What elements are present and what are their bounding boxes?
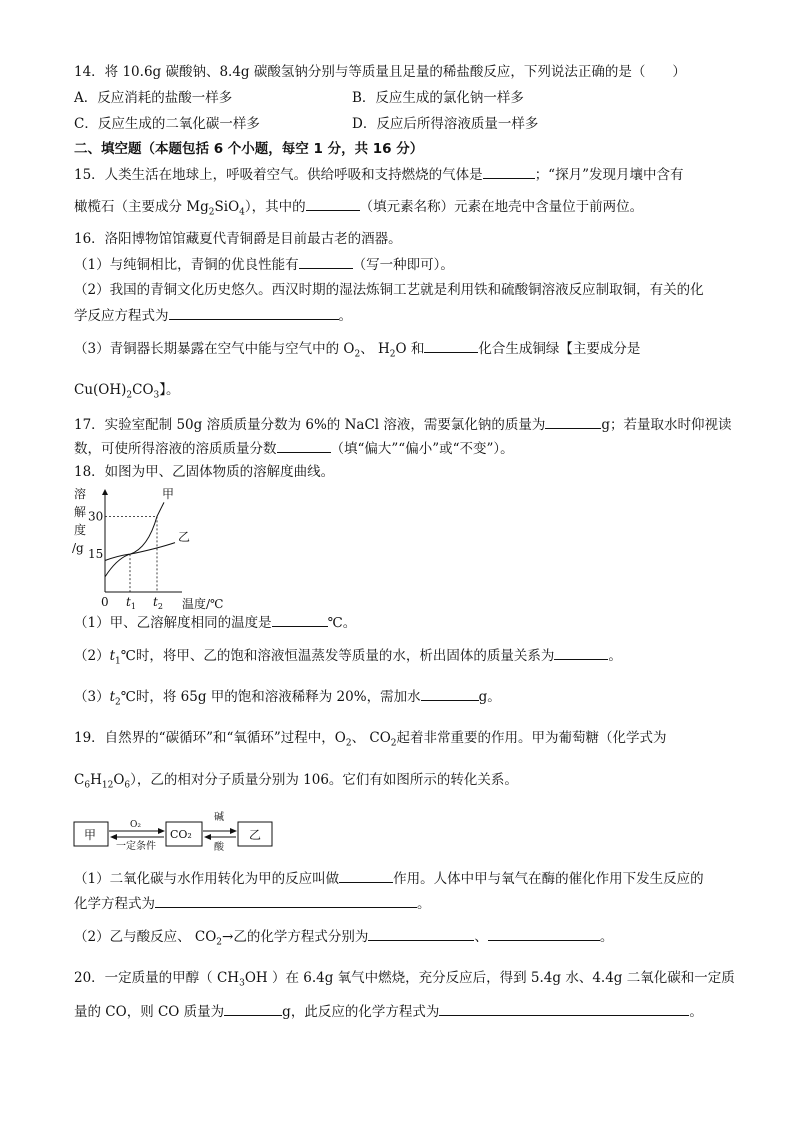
q19-text-b2: H [90,772,102,788]
q16-part1 [74,254,454,275]
q15-sub-1: 2 [208,207,215,218]
y-axis-label-char: 解 [74,505,87,519]
q18-p2-t: t [109,648,116,664]
q18-p3-t-sub: 2 [115,697,121,708]
q19-part2 [74,926,613,947]
q17-line1 [74,414,732,435]
q16-p3-text-b: 、 H [360,341,390,357]
q16-p3-text-e1: Cu(OH) [74,382,127,398]
q16-p3-sub-1: 2 [354,349,361,360]
q19-p1-text-c: 化学方程式为 [74,896,155,912]
x-axis-label: 温度/℃ [182,597,224,611]
q16-p3-text-d: 化合生成铜绿【主要成分是 [478,341,641,357]
q18-blank-1[interactable] [272,612,328,627]
q18-stem: 18．如图为甲、乙固体物质的溶解度曲线。 [74,464,335,480]
q20-text-a1: 20．一定质量的甲醇（ CH [74,970,240,986]
y-axis-label-char: /g [72,541,84,555]
curve-jia [105,502,164,577]
arrow1-bottom-label: 一定条件 [116,841,156,852]
q19-sub-4: 12 [101,780,114,791]
q16-p1-text-b: （写一种即可）。 [352,257,454,273]
q18-p3-text-a: （3） [74,689,110,705]
q20-text-a2: OH ）在 6.4g 氧气中燃烧，充分反应后，得到 5.4g 水、4.4g 二氧化碳和一定质 [244,970,735,986]
curves [105,502,175,577]
q15-text-a: 15．人类生活在地球上，呼吸着空气。供给呼吸和支持燃烧的气体是 [74,167,483,183]
y-tick-15: 15 [88,547,104,562]
curve-yi [105,543,175,561]
q20-blank-2[interactable] [439,1001,689,1016]
series-label-jia: 甲 [162,487,175,501]
y-axis-label-char: 溶 [74,487,87,501]
x-tick-t2: $t_2$ [153,595,163,611]
y-axis-label [72,486,86,555]
q19-blank-1[interactable] [339,868,393,883]
q18-p3-text-c: g。 [478,689,501,705]
q20-line1 [74,968,735,988]
q19-p2-text-c: 、 [474,929,488,945]
section-heading: 二、填空题（本题包括 6 个小题，每空 1 分，共 16 分） [74,141,424,157]
q19-sub-2: 2 [390,738,397,749]
q16-p3-sub-3: 2 [126,390,133,401]
q20-sub: 3 [239,978,245,989]
q19-p1-text-b: 作用。人体中甲与氧气在酶的催化作用下发生反应的 [393,871,704,887]
q15-text-b: ；“探月”发现月壤中含有 [534,167,684,183]
q16-stem: 16．洛阳博物馆馆藏夏代青铜爵是目前最古老的酒器。 [74,231,402,247]
q17-blank-2[interactable] [277,438,331,453]
q20-text-b1: 量的 CO，则 CO 质量为 [74,1004,225,1020]
q19-text-a2: 、 CO [351,730,391,746]
q18-p1-text-a: （1）甲、乙溶解度相同的温度是 [74,615,272,631]
arrow2-bottom-label: 酸 [214,842,224,853]
q19-text-b1: C [74,772,85,788]
x-tick-t1: $t_1$ [126,595,136,611]
q16-part3-line1 [74,338,640,359]
q19-text-a3: 起着非常重要的作用。甲为葡萄糖（化学式为 [396,730,667,746]
box-co2-label: CO₂ [170,828,192,841]
q19-sub-1: 2 [345,738,352,749]
q16-p2-text-c: 。 [338,308,352,324]
q18-blank-2[interactable] [554,645,608,660]
q19-blank-2[interactable] [155,893,417,908]
conversion-diagram [72,810,292,854]
q15-text-c2: SiO [214,199,240,215]
q19-p1-text-d: 。 [417,896,431,912]
q19-sub-5: 6 [124,780,131,791]
q15-sub-2: 4 [239,207,245,218]
q18-p2-t-sub: 1 [115,656,121,667]
q19-text-b4: ），乙的相对分子质量分别为 106。它们有如图所示的转化关系。 [130,772,518,788]
box-jia-label: 甲 [84,828,97,842]
q18-p1-text-b: ℃。 [327,615,357,631]
q15-line2 [74,196,643,217]
q15-line1 [74,164,684,185]
y-tick-30: 30 [88,509,104,524]
q14-option-c: C．反应生成的二氧化碳一样多 [74,116,260,132]
q16-part3-line2 [74,380,180,400]
q14-option-a: A．反应消耗的盐酸一样多 [74,90,233,106]
series-label-yi: 乙 [178,530,191,544]
q16-p3-text-c: O 和 [395,341,425,357]
q17-text-a: 17．实验室配制 50g 溶质质量分数为 6%的 NaCl 溶液，需要氯化钠的质量为 [74,417,546,433]
q15-blank-2[interactable] [306,196,360,211]
q19-p2-text-a: （2）乙与酸反应、 CO [74,929,217,945]
q19-text-a1: 19．自然界的“碳循环”和“氧循环”过程中，O [74,730,346,746]
q14-option-d: D．反应后所得溶液质量一样多 [352,116,539,132]
q19-blank-4[interactable] [488,926,600,941]
origin-label: 0 [101,595,109,609]
q18-p2-text-c: 。 [608,648,622,664]
q19-line1 [74,728,667,748]
q17-line2 [74,438,514,459]
q19-p2-text-d: 。 [599,929,614,945]
q19-p2-sub: 2 [216,937,223,948]
q16-blank-2[interactable] [169,305,339,320]
q15-blank-1[interactable] [483,164,535,179]
q14-stem: 14．将 10.6g 碳酸钠、8.4g 碳酸氢钠分别与等质量且足量的稀盐酸反应，下列说法正确的是（ ） [74,64,686,80]
q16-blank-1[interactable] [299,254,353,269]
q17-blank-1[interactable] [545,414,601,429]
q16-part2-line1: （2）我国的青铜文化历史悠久。西汉时期的湿法炼铜工艺就是利用铁和硫酸铜溶液反应制取铜，有关的化 [74,282,704,298]
q16-blank-3[interactable] [424,338,478,353]
q19-blank-3[interactable] [368,926,474,941]
q18-part1 [74,612,356,633]
q19-p1-text-a: （1）二氧化碳与水作用转化为甲的反应叫做 [74,871,340,887]
q16-p3-text-e3: 】。 [159,382,180,398]
arrow2-top-label: 碱 [214,812,224,823]
q16-p3-text-e2: CO [132,382,154,398]
q18-p3-t: t [109,689,116,705]
q16-p3-text-a: （3）青铜器长期暴露在空气中能与空气中的 O [74,341,355,357]
q15-text-c1: 橄榄石（主要成分 Mg [74,199,209,215]
q19-part1-line2 [74,893,431,914]
q17-text-b: g；若量取水时仰视读 [601,417,732,433]
q17-text-c: 数，可使所得溶液的溶质质量分数 [74,441,277,457]
q14-option-b: B．反应生成的氯化钠一样多 [352,90,524,106]
q18-p2-text-a: （2） [74,648,110,664]
box-yi-label: 乙 [249,828,262,842]
q16-p3-sub-2: 2 [389,349,396,360]
q18-p2-text-b: ℃时，将甲、乙的饱和溶液恒温蒸发等质量的水，析出固体的质量关系为 [120,648,555,664]
q18-blank-3[interactable] [421,686,479,701]
q20-blank-1[interactable] [224,1001,282,1016]
arrow1-top-label: O₂ [130,820,141,830]
q17-text-d: （填“偏大”“偏小”或“不变”）。 [330,441,514,457]
q19-text-b3: O [113,772,125,788]
q19-part1-line1 [74,868,704,889]
q18-part2 [74,645,622,666]
q19-p2-text-b: →乙的化学方程式分别为 [222,929,369,945]
q16-p1-text-a: （1）与纯铜相比，青铜的优良性能有 [74,257,299,273]
q20-line2 [74,1001,703,1022]
y-axis-label-char: 度 [74,523,87,537]
q15-text-c4: （填元素名称）元素在地壳中含量位于前两位。 [359,199,644,215]
q19-sub-3: 6 [84,780,91,791]
solubility-chart [70,484,240,614]
q19-line2 [74,770,518,790]
q16-part2-line2 [74,305,352,326]
q15-text-c3: ），其中的 [244,199,306,215]
q18-p3-text-b: ℃时，将 65g 甲的饱和溶液稀释为 20%，需加水 [120,689,421,705]
q16-p2-text-b: 学反应方程式为 [74,308,169,324]
q20-text-b3: 。 [689,1004,703,1020]
q20-text-b2: g，此反应的化学方程式为 [282,1004,440,1020]
q18-part3 [74,686,501,707]
q16-p3-sub-4: 3 [153,390,160,401]
